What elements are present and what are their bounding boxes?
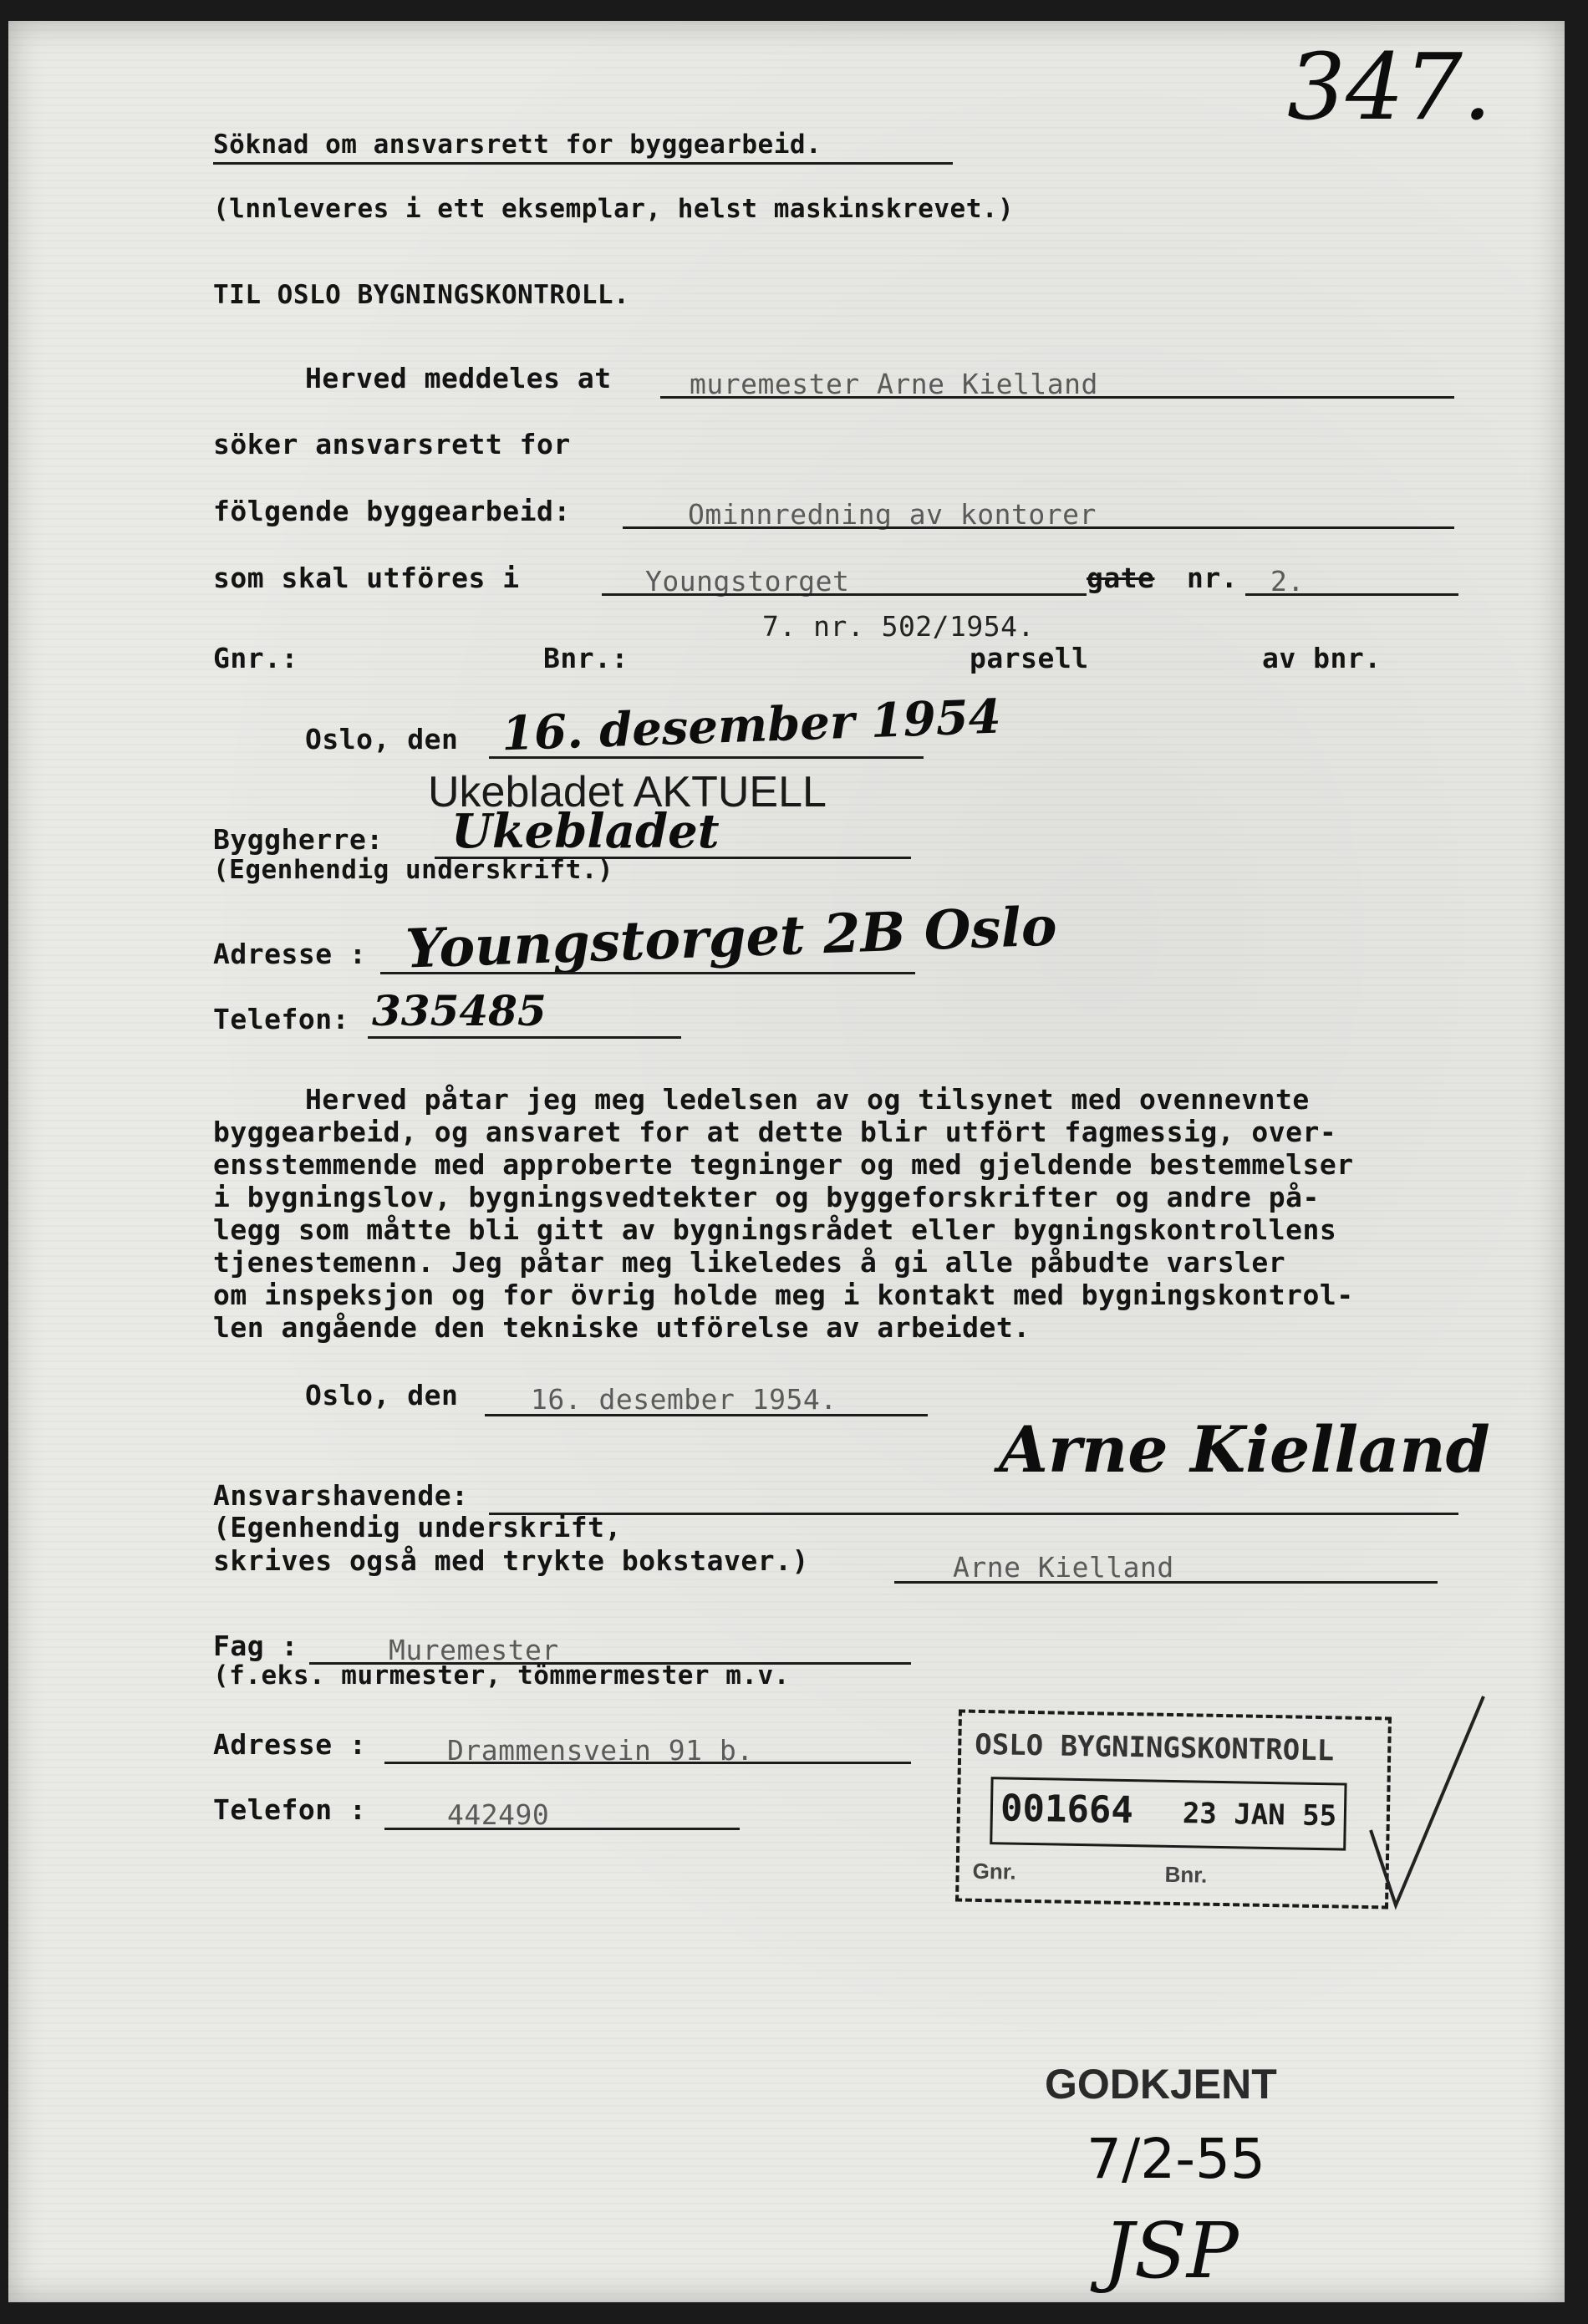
receipt-stamp-header: OSLO BYGNINGSKONTROLL <box>974 1727 1335 1768</box>
byggearbeid-label: fölgende byggearbeid: <box>213 495 571 527</box>
oslo-den-label-2: Oslo, den <box>305 1379 459 1411</box>
egenhendig2-label: (Egenhendig underskrift, <box>213 1511 622 1543</box>
fag-label: Fag : <box>213 1630 298 1662</box>
adresse-label-2: Adresse : <box>213 1728 367 1761</box>
telefon-value-1: 335485 <box>372 986 547 1035</box>
ansvarshavende-label: Ansvarshavende: <box>213 1479 469 1512</box>
oslo-den-label-1: Oslo, den <box>305 723 459 755</box>
paragraph-line: i bygningslov, bygningsvedtekter og byggeforskrifter og andre på- <box>213 1181 1320 1213</box>
ukebladet-stamp: Ukebladet AKTUELL <box>428 768 827 816</box>
utfores-line <box>602 593 1087 596</box>
telefon-label-1: Telefon: <box>213 1003 349 1035</box>
gate-label: gate <box>1087 562 1155 594</box>
adresse-value-2: Drammensvein 91 b. <box>447 1734 754 1767</box>
parsell-label: parsell <box>970 642 1089 674</box>
adresse-line-1 <box>380 972 915 974</box>
adresse-label-1: Adresse : <box>213 938 367 970</box>
nr-line <box>1245 593 1458 596</box>
paragraph-line: len angående den tekniske utförelse av arbeidet. <box>213 1311 1031 1344</box>
fag-example: (f.eks. murmester, tömmermester m.v. <box>213 1660 790 1691</box>
paragraph-line: ensstemmende med approberte tegninger og med gjeldende bestemmelser <box>213 1148 1354 1181</box>
telefon-label-2: Telefon : <box>213 1793 367 1826</box>
trykte-label: skrives også med trykte bokstaver.) <box>213 1544 809 1577</box>
printed-name-value: Arne Kielland <box>953 1551 1174 1584</box>
fag-value: Muremester <box>389 1634 559 1666</box>
paragraph-line: tjenestemenn. Jeg påtar meg likeledes å gi alle påbudte varsler <box>213 1246 1286 1279</box>
paragraph-line: byggearbeid, og ansvaret for at dette blir utfört fagmessig, over- <box>213 1116 1337 1148</box>
date-1-line <box>489 756 924 759</box>
receipt-footer-right: Bnr. <box>1164 1861 1208 1888</box>
nr-value: 2. <box>1270 565 1305 598</box>
date-2-line <box>485 1414 928 1416</box>
adresse-value-1: Youngstorget 2B Oslo <box>404 895 1058 981</box>
herved-line <box>660 396 1454 399</box>
egenhendig-label: (Egenhendig underskrift.) <box>213 855 614 885</box>
approval-initials: JSP <box>1103 2206 1239 2296</box>
printed-name-line <box>894 1581 1438 1584</box>
title-underline <box>213 162 953 165</box>
byggearbeid-line <box>623 526 1454 529</box>
telefon-line-2 <box>384 1828 740 1830</box>
gnr-label: Gnr.: <box>213 642 298 674</box>
utfores-label: som skal utföres i <box>213 562 520 594</box>
byggherre-label: Byggherre: <box>213 823 384 856</box>
nr-label: nr. <box>1187 562 1239 594</box>
bnr-label: Bnr.: <box>543 642 629 674</box>
utfores-value: Youngstorget <box>645 565 850 598</box>
herved-label: Herved meddeles at <box>305 362 612 394</box>
date-2-value: 16. desember 1954. <box>531 1383 837 1416</box>
adresse-line-2 <box>384 1762 911 1764</box>
ansvarshavende-line <box>489 1513 1458 1515</box>
receipt-number: 001664 <box>1000 1787 1134 1833</box>
soker-label: söker ansvarsrett for <box>213 428 571 460</box>
herved-value: muremester Arne Kielland <box>690 368 1098 400</box>
paragraph-line: om inspeksjon og for övrig holde meg i kontakt med bygningskontrol- <box>213 1279 1354 1311</box>
document-title: Söknad om ansvarsrett for byggearbeid. <box>213 130 822 160</box>
av-bnr-label: av bnr. <box>1262 642 1382 674</box>
document-subtitle: (lnnleveres i ett eksemplar, helst maskinskrevet.) <box>213 194 1015 224</box>
addressee: TIL OSLO BYGNINGSKONTROLL. <box>213 280 630 310</box>
receipt-stamp <box>955 1709 1393 1909</box>
approval-date: 7/2-55 <box>1087 2127 1266 2191</box>
check-mark-icon <box>1337 1688 1504 1922</box>
paragraph-line: Herved påtar jeg meg ledelsen av og tilsynet med ovennevnte <box>305 1083 1310 1116</box>
page-number: 347. <box>1287 33 1492 140</box>
byggearbeid-value: Ominnredning av kontorer <box>688 498 1097 531</box>
date-1-value: 16. desember 1954 <box>501 689 1002 762</box>
receipt-date: 23 JAN 55 <box>1182 1797 1337 1833</box>
telefon-value-2: 442490 <box>447 1798 550 1831</box>
ref-value: 7. nr. 502/1954. <box>762 610 1035 643</box>
godkjent-stamp: GODKJENT <box>1045 2061 1277 2108</box>
telefon-line-1 <box>368 1036 681 1039</box>
paragraph-line: legg som måtte bli gitt av bygningsrådet eller bygningskontrollens <box>213 1213 1337 1246</box>
receipt-footer-left: Gnr. <box>972 1858 1016 1884</box>
ansvarshavende-signature: Arne Kielland <box>999 1412 1490 1487</box>
byggherre-signature: Ukebladet <box>451 804 720 859</box>
